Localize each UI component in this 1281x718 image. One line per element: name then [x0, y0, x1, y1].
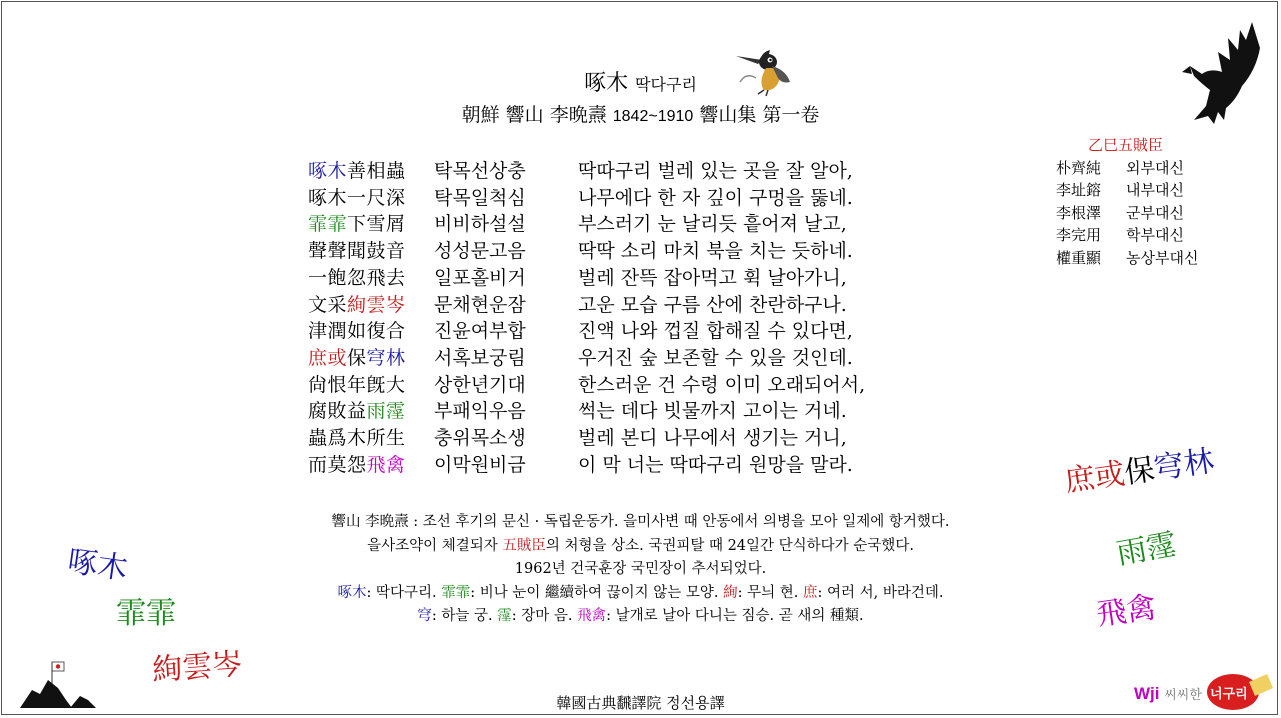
poem-hanja: 啄木善相蟲 [308, 160, 406, 182]
decor-brilliant: 絢雲岑 [151, 646, 244, 689]
note-text: 의 처형을 상소. 국권피탈 때 24일간 단식하다가 순국했다. [545, 537, 914, 554]
note-highlight: 五賊臣 [502, 537, 546, 554]
poem-line [308, 158, 865, 185]
poem-line [308, 345, 865, 372]
poem-reading: 성성문고음 [434, 240, 526, 263]
decor-rain: 雨霪 [1114, 527, 1180, 572]
traitor-role: 농상부대신 [1126, 248, 1199, 267]
poem-hanja: 而莫怨飛禽 [308, 453, 406, 476]
hl-perhaps: 庶或 [308, 346, 348, 369]
poem-reading: 서혹보궁림 [434, 346, 526, 369]
poem-hanja: 文采絢雲岑 [308, 293, 406, 316]
poem-line [308, 292, 865, 319]
poem-line [308, 372, 865, 399]
poem-hanja: 津潤如復合 [308, 320, 406, 343]
poem-line [308, 398, 865, 425]
poem-translation: 딱따구리 벌레 있는 곳을 잘 알아, [578, 160, 853, 182]
hl-rain: 雨霪 [366, 400, 406, 423]
hl-woodpecker: 啄木 [308, 160, 348, 182]
author-name: 朝鮮 響山 李晩燾 [461, 104, 607, 126]
traitor-role: 학부대신 [1126, 226, 1184, 244]
hl-bird: 飛禽 [366, 453, 406, 476]
gloss-term: 霪 [497, 608, 512, 624]
logo-text: 씨씨한 [1164, 687, 1202, 702]
gloss-term: 絢 [723, 584, 738, 601]
traitor-role: 군부대신 [1126, 203, 1184, 222]
poem-translation: 이 막 너는 딱따구리 원망을 말라. [578, 453, 853, 476]
gloss-term: 霏霏 [441, 584, 471, 601]
gloss-def: : 하늘 궁. [431, 608, 498, 624]
poem-translation: 썩는 데다 빗물까지 고이는 거네. [578, 400, 847, 423]
poem-reading: 충위목소생 [434, 427, 526, 450]
poem-title-hangul: 딱다구리 [635, 75, 697, 94]
hl-falling: 霏霏 [308, 213, 348, 236]
poem-hanja: 庶或保穹林 [308, 346, 406, 369]
decor-perhaps: 庶或 [1062, 456, 1128, 500]
poem-line [308, 211, 865, 238]
poem-reading: 문채현운잠 [434, 293, 526, 316]
poem-reading: 탁목선상충 [434, 160, 526, 182]
poem-hanja: 尙恨年旣大 [308, 373, 406, 396]
poem-hanja: 蟲爲木所生 [308, 427, 406, 450]
logo-mark: Wji [1134, 684, 1160, 703]
poem-line [308, 318, 865, 345]
gloss-def: : 비나 눈이 繼續하여 끊이지 않는 모양. [470, 584, 724, 601]
decor-protect: 保 [1122, 452, 1157, 491]
traitor-row [1056, 179, 1198, 202]
notes-block [0, 511, 1281, 629]
traitor-row [1056, 202, 1198, 225]
poem-hanja: 腐敗益雨霪 [308, 400, 406, 423]
poem-reading: 이막원비금 [434, 453, 526, 476]
gloss-term: 啄木 [337, 584, 367, 601]
note-text: 을사조약이 체결되자 [367, 537, 503, 554]
traitor-name: 李址鎔 [1056, 181, 1102, 199]
author-line [0, 100, 1281, 127]
poem-line [308, 238, 865, 265]
gloss-term: 庶 [802, 584, 818, 601]
poem-translation: 나무에다 한 자 깊이 구멍을 뚫네. [578, 186, 853, 209]
traitor-name: 權重顯 [1056, 248, 1102, 267]
poem-translation: 벌레 잔뜩 잡아먹고 휙 날아가니, [578, 266, 847, 289]
poem-title [0, 66, 1281, 97]
poem-translation: 한스러운 건 수령 이미 오래되어서, [578, 373, 866, 396]
poem-hanja: 霏霏下雪屑 [308, 213, 406, 236]
poem-line [308, 185, 865, 212]
source-book: 響山集 第一卷 [699, 104, 820, 126]
gloss-term: 飛禽 [577, 608, 607, 624]
author-years: 1842~1910 [612, 108, 694, 125]
decor-woodpecker: 啄木 [65, 543, 130, 587]
poem-translation: 딱딱 소리 마치 북을 치는 듯하네. [578, 240, 853, 263]
traitor-role: 내부대신 [1126, 181, 1184, 199]
poem-line [308, 265, 865, 292]
poem-translation: 부스러기 눈 날리듯 흩어져 날고, [578, 213, 847, 236]
poem-translation: 벌레 본디 나무에서 생기는 거니, [578, 427, 847, 450]
glossary-line-2 [0, 605, 1281, 629]
translator-credit: 韓國古典飜譯院 정선용譯 [556, 694, 725, 712]
poem-hanja: 啄木一尺深 [308, 186, 406, 209]
poem-hanja: 聲聲聞鼓音 [308, 240, 406, 263]
gloss-term: 穹 [417, 608, 432, 624]
traitor-name: 朴齊純 [1056, 158, 1102, 177]
five-traitors-box [1056, 134, 1198, 269]
poem-title-hanja: 啄木 [584, 71, 629, 96]
gloss-def: : 장마 음. [511, 608, 578, 624]
gloss-def: : 날개로 날아 다니는 짐승. 곧 새의 種類. [606, 608, 864, 624]
five-traitors-title: 乙巳五賊臣 [1088, 136, 1164, 154]
traitor-name: 李根澤 [1056, 203, 1102, 222]
poem-line [308, 452, 865, 479]
gloss-def: : 딱다구리. [366, 584, 442, 601]
traitor-name: 李完用 [1056, 226, 1102, 244]
logo [1134, 684, 1202, 704]
poem-translation: 고운 모습 구름 산에 찬란하구나. [578, 293, 847, 316]
traitor-row [1056, 157, 1198, 180]
poem-line [308, 425, 865, 452]
decor-forest: 穹林 [1151, 443, 1217, 487]
hl-forest: 穹林 [366, 346, 406, 369]
gloss-def: : 무늬 현. [737, 584, 803, 601]
poem-reading: 일포홀비거 [434, 266, 526, 289]
traitor-role: 외부대신 [1126, 158, 1184, 177]
traitor-row [1056, 224, 1198, 247]
note-medal: 1962년 건국훈장 국민장이 추서되었다. [514, 561, 767, 577]
poem-reading: 상한년기대 [434, 373, 526, 396]
decor-falling: 霏霏 [116, 596, 176, 631]
note-author: 響山 李晩燾 : 조선 후기의 문신 · 독립운동가. 을미사변 때 안동에서 의병을 모아 일제에 항거했다. [331, 514, 950, 530]
traitor-row [1056, 247, 1198, 270]
poem-reading: 진윤여부합 [434, 320, 526, 343]
gloss-def: : 여러 서, 바라건데. [817, 584, 944, 601]
poem-hanja: 一飽忽飛去 [308, 266, 406, 289]
poem-body [308, 158, 865, 478]
hl-brilliant: 絢雲岑 [347, 293, 406, 316]
raccoon-badge-text: 너구리 [1210, 687, 1248, 702]
glossary-line-1 [0, 582, 1281, 606]
poem-reading: 비비하설설 [434, 213, 526, 236]
poem-reading: 부패익우음 [434, 400, 526, 423]
decor-bird: 飛禽 [1094, 589, 1159, 633]
note-treaty [0, 535, 1281, 559]
poem-translation: 우거진 숲 보존할 수 있을 것인데. [578, 346, 853, 369]
poem-reading: 탁목일척심 [434, 186, 526, 209]
poem-translation: 진액 나와 껍질 합해질 수 있다면, [578, 320, 853, 343]
